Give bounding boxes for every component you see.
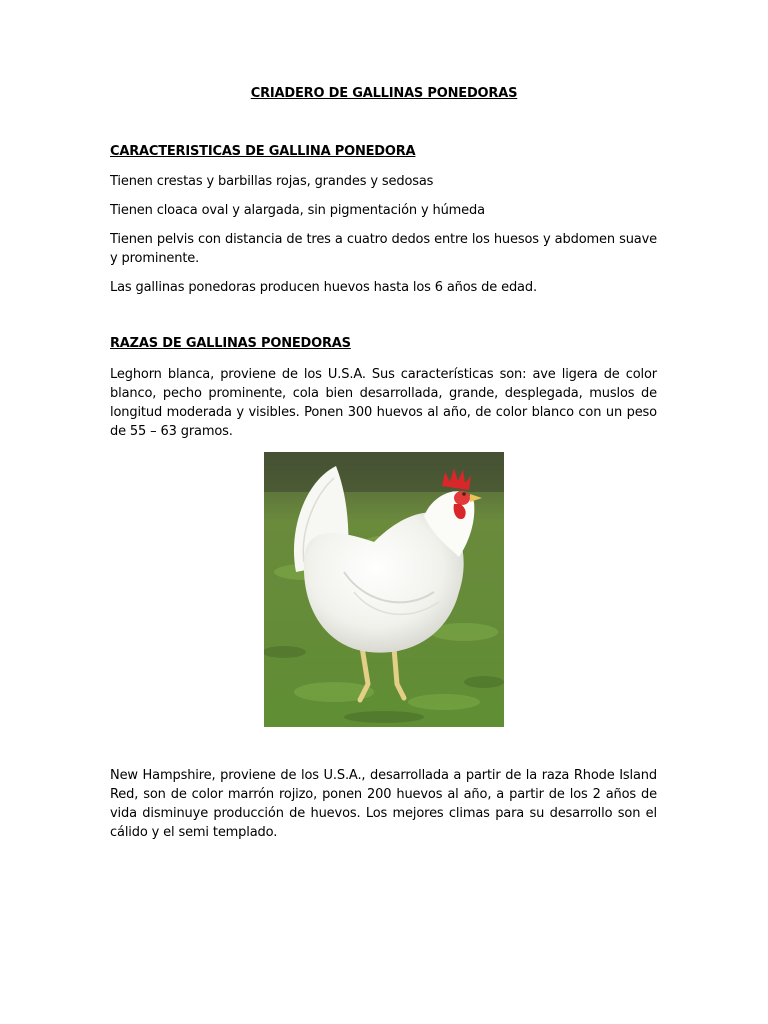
document-title: CRIADERO DE GALLINAS PONEDORAS: [250, 86, 518, 101]
white-hen-photo: [264, 452, 504, 727]
paragraph-leghorn: Leghorn blanca, proviene de los U.S.A. Sus características son: ave ligera de color blanco, pecho prominente, cola bien desarrollada, grande, desplegada, muslos de longitud moderada y visibles. Ponen 300 huevos al año, de color blanco con un peso de 55 – 63 gramos.: [110, 367, 657, 439]
section-heading-razas: RAZAS DE GALLINAS PONEDORAS: [110, 336, 351, 351]
paragraph-crestas: Tienen crestas y barbillas rojas, grandes y sedosas: [110, 174, 434, 189]
section-heading-caracteristicas: CARACTERISTICAS DE GALLINA PONEDORA: [110, 144, 416, 159]
paragraph-pelvis: Tienen pelvis con distancia de tres a cuatro dedos entre los huesos y abdomen suave y prominente.: [110, 232, 657, 266]
paragraph-new-hampshire: New Hampshire, proviene de los U.S.A., desarrollada a partir de la raza Rhode Island Red, son de color marrón rojizo, ponen 200 huevos al año, a partir de los 2 años de vida disminuye producción de huevos. Los mejores climas para su desarrollo son el cálido y el semi templado.: [110, 768, 657, 840]
paragraph-edad: Las gallinas ponedoras producen huevos hasta los 6 años de edad.: [110, 280, 537, 295]
paragraph-cloaca: Tienen cloaca oval y alargada, sin pigmentación y húmeda: [110, 203, 485, 218]
